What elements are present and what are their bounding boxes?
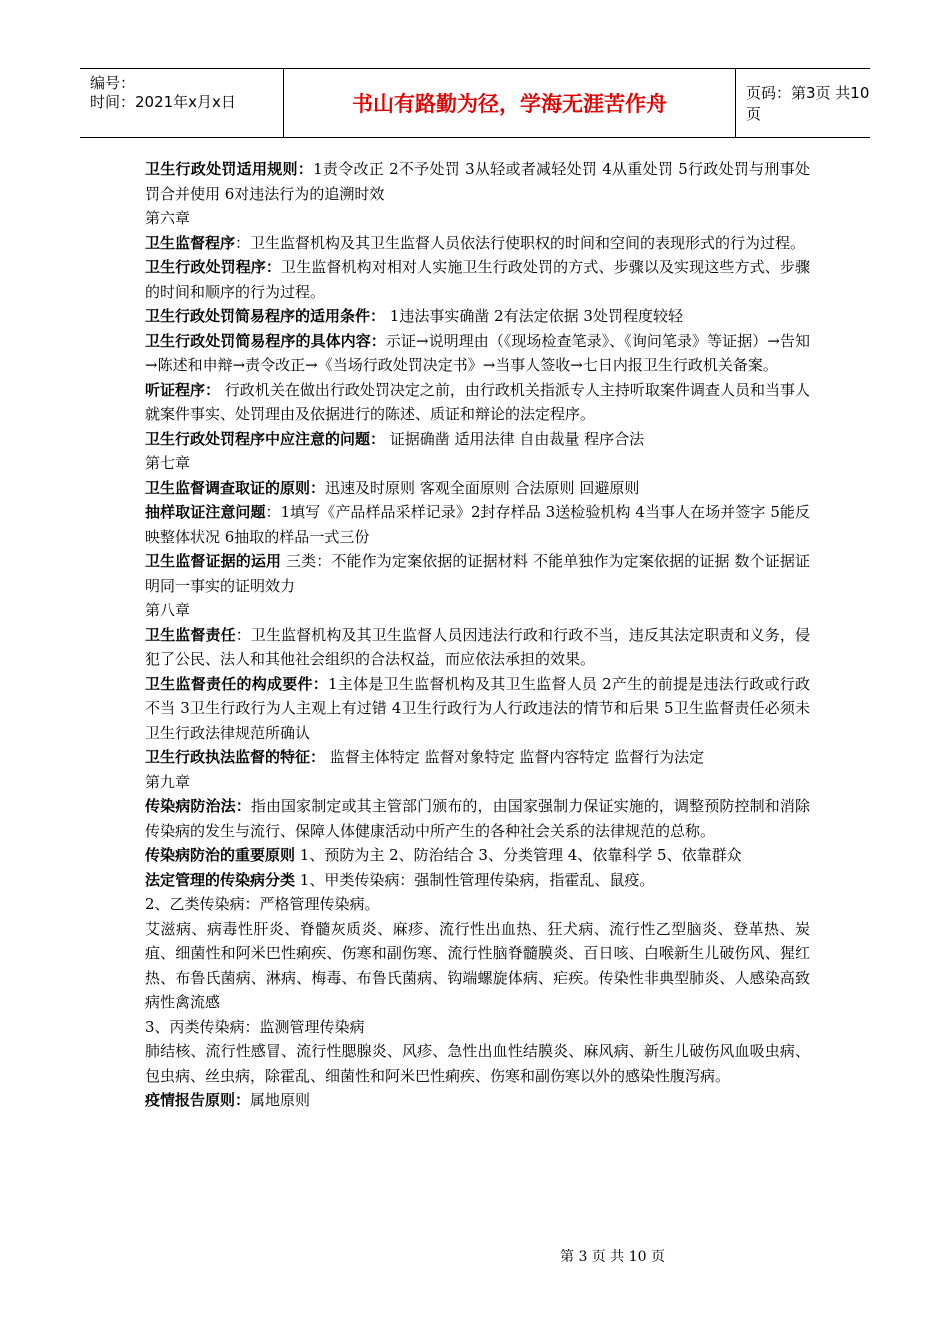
paragraph-text: 艾滋病、病毒性肝炎、脊髓灰质炎、麻疹、流行性出血热、狂犬病、流行性乙型脑炎、登革热、炭疽、细菌性和阿米巴性痢疾、伤寒和副伤寒、流行性脑脊髓膜炎、百日咳、白喉新生儿破伤风、猩红热、布鲁氏菌病、淋病、梅毒、布鲁氏菌病、钩端螺旋体病、疟疾。传染性非典型肺炎、人感染高致病性禽流感 xyxy=(145,919,810,1011)
paragraph-text: 第七章 xyxy=(145,454,191,472)
paragraph xyxy=(145,157,810,206)
paragraph-text: 迅速及时原则 客观全面原则 合法原则 回避原则 xyxy=(325,478,640,497)
paragraph-text: 肺结核、流行性感冒、流行性腮腺炎、风疹、急性出血性结膜炎、麻风病、新生儿破伤风血吸虫病、包虫病、丝虫病，除霍乱、细菌性和阿米巴性痢疾、伤寒和副伤寒以外的感染性腹泻病。 xyxy=(145,1042,810,1085)
paragraph xyxy=(145,255,810,304)
paragraph xyxy=(145,329,810,378)
term-heading: 传染病防治法： xyxy=(145,797,251,815)
paragraph-text: 1责令改正 2不予处罚 3从轻或者减轻处罚 4从重处罚 5行政处罚与刑事处罚合并使用 6对违法行为的追溯时效 xyxy=(145,160,810,203)
paragraph xyxy=(145,868,810,893)
paragraph-text: 属地原则 xyxy=(250,1091,311,1109)
paragraph-text: 3、丙类传染病：监测管理传染病 xyxy=(145,1017,365,1036)
paragraph-text: 指由国家制定或其主管部门颁布的，由国家强制力保证实施的，调整预防控制和消除传染病的发生与流行、保障人体健康活动中所产生的各种社会关系的法律规范的总称。 xyxy=(145,797,810,840)
paragraph xyxy=(145,476,810,501)
term-heading: 抽样取证注意问题 xyxy=(145,503,266,521)
document-date-label: 时间：2021年x月x日 xyxy=(90,93,236,111)
paragraph-text: 1主体是卫生监督机构及其卫生监督人员 2产生的前提是违法行政或行政不当 3卫生行政行为人主观上有过错 4卫生行政行为人行政违法的情节和后果 5卫生监督责任必须未卫生行政法律规范所确认 xyxy=(145,674,810,742)
paragraph-text: 三类：不能作为定案依据的证据材料 不能单独作为定案依据的证据 数个证据证明同一事实的证明效力 xyxy=(145,552,810,595)
term-heading: 卫生行政处罚程序： xyxy=(145,258,282,276)
term-heading: 卫生监督责任 xyxy=(145,625,236,644)
term-heading: 卫生监督调查取证的原则： xyxy=(145,478,326,497)
paragraph-text: 第六章 xyxy=(145,209,191,227)
document-body xyxy=(145,157,810,1113)
paragraph xyxy=(145,1039,810,1088)
paragraph-text: 2、乙类传染病：严格管理传染病。 xyxy=(145,895,380,913)
paragraph-text: ：1填写《产品样品采样记录》2封存样品 3送检验机构 4当事人在场并签字 5能反映整体状况 6抽取的样品一式三份 xyxy=(145,503,810,546)
header-meta xyxy=(80,69,284,137)
term-heading: 听证程序： xyxy=(145,380,221,399)
paragraph xyxy=(145,1088,810,1113)
paragraph-text: 证据确凿 适用法律 自由裁量 程序合法 xyxy=(385,429,645,448)
paragraph xyxy=(145,770,810,795)
paragraph-text: 1、预防为主 2、防治结合 3、分类管理 4、依靠科学 5、依靠群众 xyxy=(295,846,742,864)
term-heading: 疫情报告原则： xyxy=(145,1091,251,1109)
paragraph-text: 1、甲类传染病：强制性管理传染病，指霍乱、鼠疫。 xyxy=(295,870,655,889)
paragraph xyxy=(145,231,810,256)
term-heading: 卫生监督责任的构成要件： xyxy=(145,674,329,693)
term-heading: 卫生行政执法监督的特征： xyxy=(145,748,326,766)
paragraph xyxy=(145,843,810,868)
paragraph-text: 第九章 xyxy=(145,772,191,791)
paragraph-text: 行政机关在做出行政处罚决定之前，由行政机关指派专人主持听取案件调查人员和当事人就案件事实、处罚理由及依据进行的陈述、质证和辩论的法定程序。 xyxy=(145,380,810,423)
paragraph xyxy=(145,598,810,623)
header-motto: 书山有路勤为径，学海无涯苦作舟 xyxy=(284,69,736,137)
term-heading: 卫生监督程序 xyxy=(145,233,236,252)
paragraph xyxy=(145,1015,810,1040)
term-heading: 法定管理的传染病分类 xyxy=(145,870,296,889)
paragraph xyxy=(145,206,810,231)
paragraph-text: 第八章 xyxy=(145,601,191,619)
paragraph xyxy=(145,672,810,746)
paragraph xyxy=(145,917,810,1015)
page-header xyxy=(80,68,870,138)
term-heading: 卫生行政处罚简易程序的适用条件： xyxy=(145,307,386,325)
paragraph xyxy=(145,794,810,843)
paragraph xyxy=(145,549,810,598)
paragraph xyxy=(145,304,810,329)
term-heading: 卫生行政处罚适用规则： xyxy=(145,160,314,178)
paragraph xyxy=(145,378,810,427)
header-page-label: 页码：第3页 共10页 xyxy=(746,84,870,123)
paragraph-text: 示证→说明理由（《现场检查笔录》、《询问笔录》等证据）→告知→陈述和申辩→责令改正→《当场行政处罚决定书》→当事人签收→七日内报卫生行政机关备案。 xyxy=(145,331,810,374)
paragraph-text: 卫生监督机构对相对人实施卫生行政处罚的方式、步骤以及实现这些方式、步骤的时间和顺序的行为过程。 xyxy=(145,258,810,301)
term-heading: 传染病防治的重要原则 xyxy=(145,846,296,864)
paragraph-text: 1违法事实确凿 2有法定依据 3处罚程度较轻 xyxy=(385,307,683,325)
paragraph xyxy=(145,623,810,672)
document-number-label: 编号： xyxy=(90,74,136,92)
paragraph xyxy=(145,892,810,917)
paragraph xyxy=(145,451,810,476)
page-footer: 第 3 页 共 10 页 xyxy=(560,1249,665,1265)
paragraph-text: ：卫生监督机构及其卫生监督人员因违法行政和行政不当，违反其法定职责和义务，侵犯了公民、法人和其他社会组织的合法权益，而应依法承担的效果。 xyxy=(145,625,810,668)
paragraph xyxy=(145,427,810,452)
paragraph-text: ：卫生监督机构及其卫生监督人员依法行使职权的时间和空间的表现形式的行为过程。 xyxy=(235,233,806,252)
term-heading: 卫生行政处罚程序中应注意的问题： xyxy=(145,429,386,448)
paragraph-text: 监督主体特定 监督对象特定 监督内容特定 监督行为法定 xyxy=(325,748,705,766)
paragraph xyxy=(145,500,810,549)
paragraph xyxy=(145,745,810,770)
term-heading: 卫生行政处罚简易程序的具体内容： xyxy=(145,331,386,350)
term-heading: 卫生监督证据的运用 xyxy=(145,552,282,570)
